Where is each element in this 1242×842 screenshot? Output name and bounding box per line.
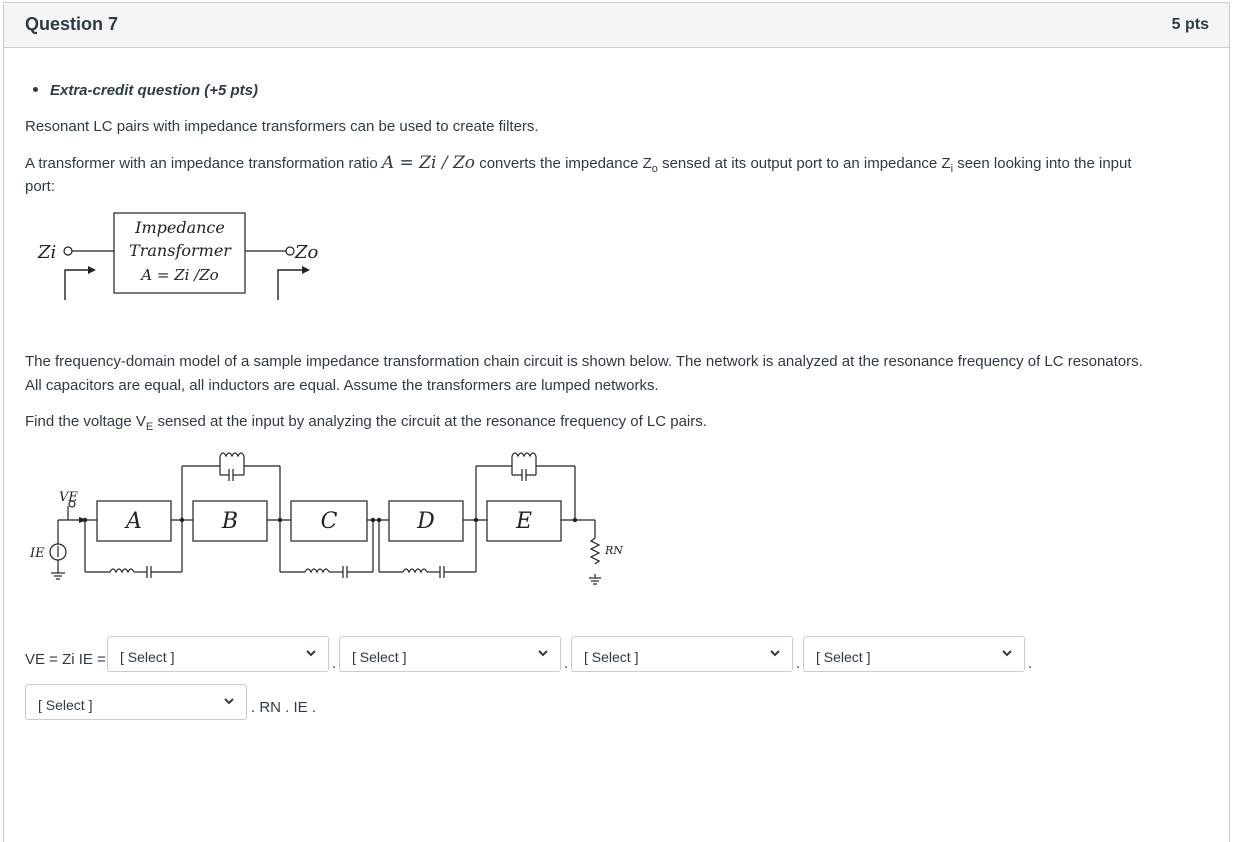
ve-label: VE [59, 490, 78, 505]
answer-select-2[interactable] [339, 636, 561, 672]
p2-mid1: converts the impedance Z [479, 155, 652, 172]
answer-select-2-label: [ Select ] [352, 649, 407, 665]
node-5 [377, 518, 381, 522]
transformer-line2: Transformer [129, 241, 231, 260]
paragraph-intro: Resonant LC pairs with impedance transformers can be used to create filters. [25, 118, 539, 135]
chevron-down-icon [768, 646, 782, 660]
node-7 [573, 518, 577, 522]
right-port-label: Zo [295, 242, 319, 263]
separator-3: . [796, 655, 801, 672]
transformer-line1: Impedance [135, 218, 225, 237]
block-c-label: C [320, 509, 338, 534]
bullet-icon [33, 87, 38, 92]
paragraph-model-2: All capacitors are equal, all inductors are equal. Assume the transformers are lumped networks. [25, 377, 659, 394]
bullet-text: Extra-credit question (+5 pts) [50, 82, 258, 99]
node-4 [371, 518, 375, 522]
question-header [4, 3, 1229, 48]
node-3 [278, 518, 282, 522]
paragraph-transformer [25, 151, 1132, 176]
transformer-diagram [30, 208, 330, 308]
p2-mid2: sensed at its output port to an impedance Z [662, 155, 951, 172]
node-1 [83, 518, 87, 522]
answer-select-1[interactable] [107, 636, 329, 672]
answer-select-1-label: [ Select ] [120, 649, 175, 665]
left-port-label: Zi [38, 242, 57, 263]
ratio-formula-text: A = Zi / Zo [381, 153, 476, 173]
ratio-formula [382, 153, 475, 173]
inductor-c [305, 569, 329, 572]
question-title: Question 7 [25, 14, 119, 34]
inductor-d [403, 569, 427, 572]
answer-select-4-label: [ Select ] [816, 649, 871, 665]
separator-1: . [332, 655, 337, 672]
ie-label: IE [30, 546, 45, 561]
answer-select-4[interactable] [803, 636, 1025, 672]
p2-lead: A transformer with an impedance transformation ratio [25, 155, 378, 172]
equation-lhs: VE = Zi IE = [25, 651, 106, 668]
block-b-label: B [221, 509, 239, 534]
node-6 [474, 518, 478, 522]
right-port-terminal [286, 247, 294, 255]
answer-select-3[interactable] [571, 636, 793, 672]
inductor-b [220, 453, 244, 456]
p4-sub: E [145, 421, 154, 433]
p4-lead: Find the voltage V [25, 413, 146, 430]
p2-sub-i: i [950, 163, 954, 175]
block-e-label: E [515, 509, 533, 534]
bullet-item [33, 79, 258, 103]
chevron-down-icon [1000, 646, 1014, 660]
separator-4: . [1028, 655, 1033, 672]
p2-tail: seen looking into the input [957, 155, 1132, 172]
paragraph-transformer-cont: port: [25, 178, 56, 195]
p2-sub-o: o [651, 163, 658, 175]
chain-circuit-diagram [25, 448, 645, 593]
question-points: 5 pts [1171, 16, 1209, 33]
p4-tail: sensed at the input by analyzing the circuit at the resonance frequency of LC pairs. [157, 413, 707, 430]
question-card [3, 2, 1230, 842]
chevron-down-icon [536, 646, 550, 660]
separator-2: . [564, 655, 569, 672]
inductor-a [110, 569, 134, 572]
block-a-label: A [126, 509, 142, 534]
answer-select-5-label: [ Select ] [38, 697, 93, 713]
transformer-line3: A = Zi /Zo [141, 266, 219, 284]
right-arrow-icon [278, 270, 302, 300]
inductor-e [512, 453, 536, 456]
node-2 [180, 518, 184, 522]
block-d-label: D [417, 509, 435, 534]
paragraph-find [25, 410, 707, 434]
rn-label: RN [605, 544, 623, 557]
answer-select-5[interactable] [25, 684, 247, 720]
left-arrow-icon [65, 270, 88, 300]
load-resistor-icon [591, 538, 599, 564]
equation-tail: . RN . IE . [251, 699, 317, 716]
left-port-terminal [64, 247, 72, 255]
chevron-down-icon [222, 694, 236, 708]
right-arrowhead-icon [302, 266, 310, 274]
answer-select-3-label: [ Select ] [584, 649, 639, 665]
paragraph-model-1: The frequency-domain model of a sample impedance transformation chain circuit is shown below. The network is analyzed at the resonance frequency of LC resonators. [25, 353, 1143, 370]
left-arrowhead-icon [88, 266, 96, 274]
chevron-down-icon [304, 646, 318, 660]
